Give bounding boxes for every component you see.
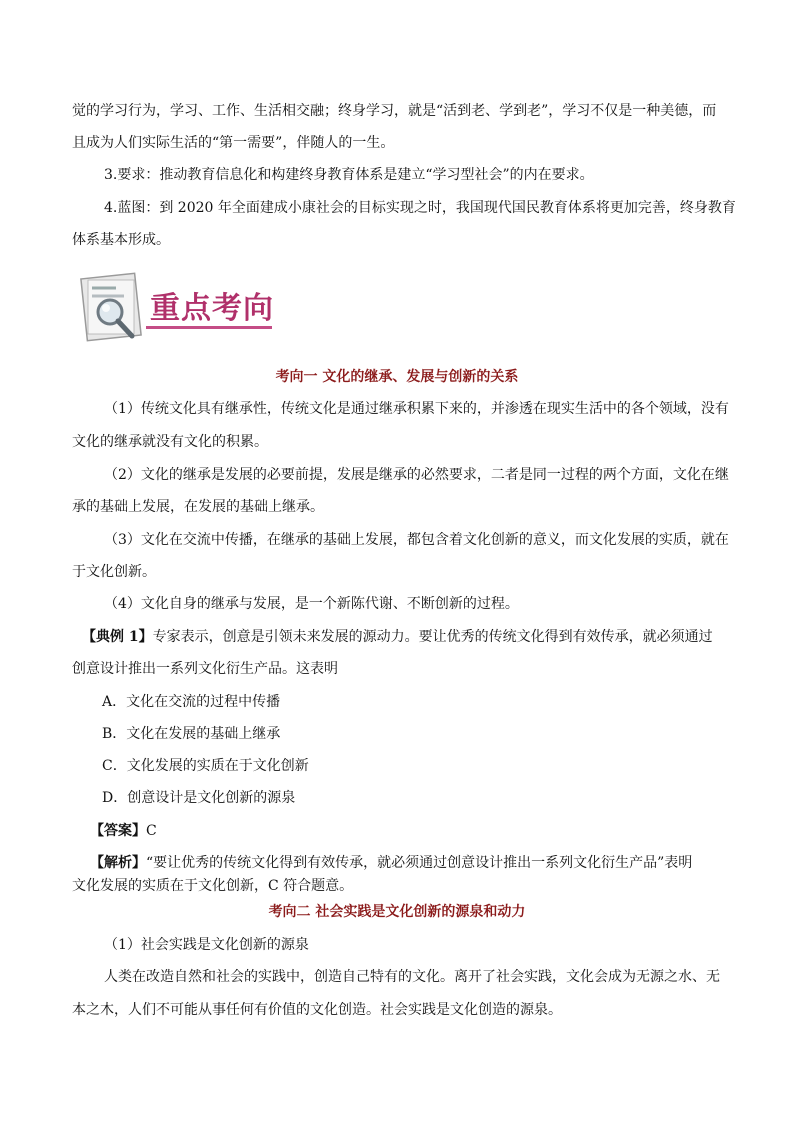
answer-label: 【答案】 — [90, 823, 146, 839]
section1-point-2b: 承的基础上发展，在发展的基础上继承。 — [72, 499, 324, 515]
intro-line-1: 觉的学习行为，学习、工作、生活相交融；终身学习，就是“活到老、学到老”，学习不仅是一种美德，而 — [72, 103, 717, 119]
section2-para-a: 人类在改造自然和社会的实践中，创造自己特有的文化。离开了社会实践，文化会成为无源之水、无 — [104, 969, 720, 985]
section-heading-1: 考向一 文化的继承、发展与创新的关系 — [275, 369, 519, 385]
section1-point-3b: 于文化创新。 — [72, 564, 156, 580]
analysis-line-b: 文化发展的实质在于文化创新，C 符合题意。 — [72, 878, 354, 894]
key-points-banner — [76, 270, 286, 346]
section-heading-2: 考向二 社会实践是文化创新的源泉和动力 — [268, 904, 526, 920]
example-question-b: 创意设计推出一系列文化衍生产品。这表明 — [72, 661, 338, 677]
analysis-label: 【解析】 — [90, 855, 146, 871]
example-question-a — [82, 628, 713, 646]
banner-underline — [146, 326, 272, 329]
intro-line-2: 且成为人们实际生活的“第一需要”，伴随人的一生。 — [72, 135, 395, 151]
example-question-text: 专家表示，创意是引领未来发展的源动力。要让优秀的传统文化得到有效传承，就必须通过 — [152, 629, 713, 645]
section1-point-4: （4）文化自身的继承与发展，是一个新陈代谢、不断创新的过程。 — [104, 596, 519, 612]
analysis-line-a — [90, 854, 692, 872]
example-label: 【典例 1】 — [82, 629, 153, 645]
section2-point-1: （1）社会实践是文化创新的源泉 — [104, 937, 309, 953]
option-d: D．创意设计是文化创新的源泉 — [102, 790, 296, 806]
section1-point-1a: （1）传统文化具有继承性，传统文化是通过继承积累下来的，并渗透在现实生活中的各个领域，没有 — [104, 401, 729, 417]
analysis-text-a: “要让优秀的传统文化得到有效传承，就必须通过创意设计推出一系列文化衍生产品”表明 — [146, 855, 693, 871]
option-a: A．文化在交流的过程中传播 — [102, 694, 281, 710]
intro-blueprint-2: 体系基本形成。 — [72, 232, 170, 248]
section1-point-1b: 文化的继承就没有文化的积累。 — [72, 434, 268, 450]
section1-point-2a: （2）文化的继承是发展的必要前提，发展是继承的必然要求，二者是同一过程的两个方面，文化在继 — [104, 467, 729, 483]
option-c: C．文化发展的实质在于文化创新 — [102, 758, 309, 774]
section1-point-3a: （3）文化在交流中传播，在继承的基础上发展，都包含着文化创新的意义，而文化发展的实质，就在 — [104, 532, 729, 548]
answer-value: C — [146, 823, 157, 839]
intro-requirement: 3.要求：推动教育信息化和构建终身教育体系是建立“学习型社会”的内在要求。 — [104, 167, 594, 183]
magnifier-icon — [76, 270, 152, 346]
answer-line — [90, 822, 157, 840]
option-b: B．文化在发展的基础上继承 — [102, 726, 281, 742]
section2-para-b: 本之木，人们不可能从事任何有价值的文化创造。社会实践是文化创造的源泉。 — [72, 1002, 562, 1018]
banner-title: 重点考向 — [150, 291, 274, 326]
intro-blueprint-1: 4.蓝图：到 2020 年全面建成小康社会的目标实现之时，我国现代国民教育体系将更加完善，终身教育 — [104, 200, 736, 216]
